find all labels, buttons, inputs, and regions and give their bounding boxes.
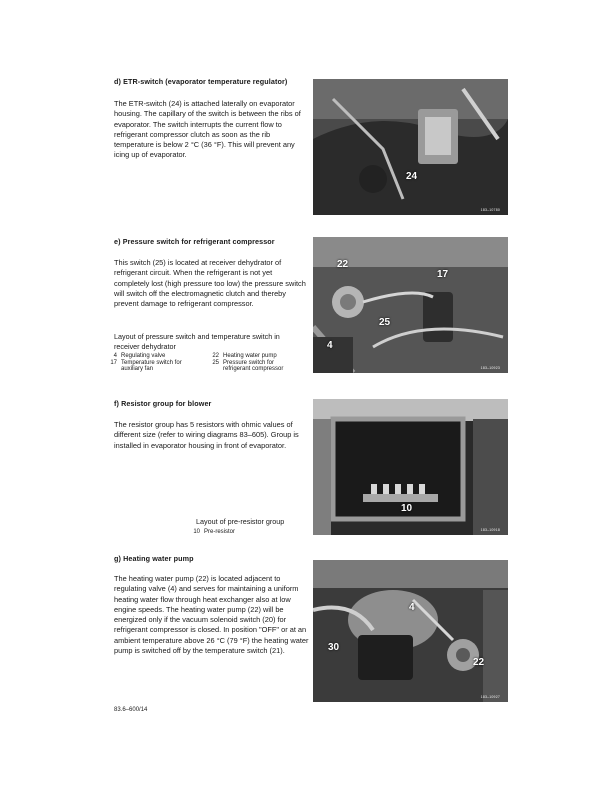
legend-item — [105, 353, 203, 360]
legend-item — [207, 353, 305, 360]
callout-label: 22 — [337, 259, 349, 270]
section-d-body: The ETR-switch (24) is attached laterally on evaporator housing. The capillary of the switch is between the ribs of evaporator. The switch interrupts the current flow to refrigerant compressor clutch as soon as the rib temperature is below 2 °C (36 °F). This will prevent any icing up of evaporator. — [114, 99, 301, 160]
legend-item — [105, 360, 203, 373]
legend-text: Pressure switch for refrigerant compressor — [223, 359, 284, 373]
section-e-body: This switch (25) is located at receiver dehydrator of refrigerant circuit. When the refrigerant is not yet completely lost (high pressure too low) the pressure switch will switch off the electromagnetic clutch and thereby prevent damage to refrigerant compressor. — [114, 258, 306, 309]
section-g-heading: g) Heating water pump — [114, 554, 194, 563]
page-number: 83.6–600/14 — [114, 707, 148, 713]
legend-number: 4 — [113, 353, 117, 359]
photo-reference: 183–10918 — [480, 528, 500, 532]
legend-item — [207, 360, 305, 373]
callout-label: 4 — [327, 340, 333, 351]
photo-reference: 183–10927 — [480, 695, 500, 699]
etr-switch-photo — [313, 79, 508, 215]
legend-text: Temperature switch for auxiliary fan — [121, 359, 182, 373]
callout-label: 10 — [401, 503, 413, 514]
callout-label: 24 — [406, 171, 418, 182]
section-e-heading: e) Pressure switch for refrigerant compressor — [114, 237, 275, 246]
section-f-heading: f) Resistor group for blower — [114, 399, 212, 408]
legend-text: Pre-resistor — [204, 529, 236, 535]
heating-water-pump-photo — [313, 560, 508, 702]
legend-number: 25 — [212, 359, 219, 366]
legend-text: Heating water pump — [223, 353, 277, 359]
legend-item — [188, 529, 286, 536]
section-f-body: The resistor group has 5 resistors with ohmic values of different size (refer to wiring diagrams 83–605). Group is installed in evaporator housing in front of evaporator. — [114, 420, 299, 450]
resistor-group-photo — [313, 399, 508, 535]
legend-number: 22 — [212, 353, 219, 359]
photo-reference: 183–10780 — [480, 208, 500, 212]
legend-number: 17 — [110, 359, 117, 366]
section-g-body: The heating water pump (22) is located adjacent to regulating valve (4) and serves for maintaining a uniform heating water flow through heat exchanger also at low engine speeds. The heating water pump (22) will be energized only if the vacuum solenoid switch (20) for refrigerant compressor is closed. In position "OFF" or at an ambient temperature above 26 °C (79 °F) the heating water pump is switched off by the temperature switch (21). — [114, 574, 309, 656]
legend-text: Regulating valve — [121, 353, 166, 359]
section-e-caption: Layout of pressure switch and temperature switch in receiver dehydrator — [114, 332, 280, 351]
callout-label: 17 — [437, 269, 449, 280]
callout-label: 30 — [328, 642, 340, 653]
section-d-heading: d) ETR-switch (evaporator temperature regulator) — [114, 77, 288, 86]
section-e-legend — [105, 353, 305, 373]
legend-column-right — [207, 353, 305, 373]
legend-column-left — [105, 353, 203, 373]
callout-label: 4 — [409, 602, 415, 613]
callout-label: 22 — [473, 657, 485, 668]
section-f-legend — [188, 529, 286, 536]
callout-label: 25 — [379, 317, 391, 328]
pressure-switch-photo — [313, 237, 508, 373]
photo-reference: 183–10923 — [480, 366, 500, 370]
section-f-caption: Layout of pre-resistor group — [196, 517, 285, 526]
legend-number: 10 — [193, 529, 200, 535]
